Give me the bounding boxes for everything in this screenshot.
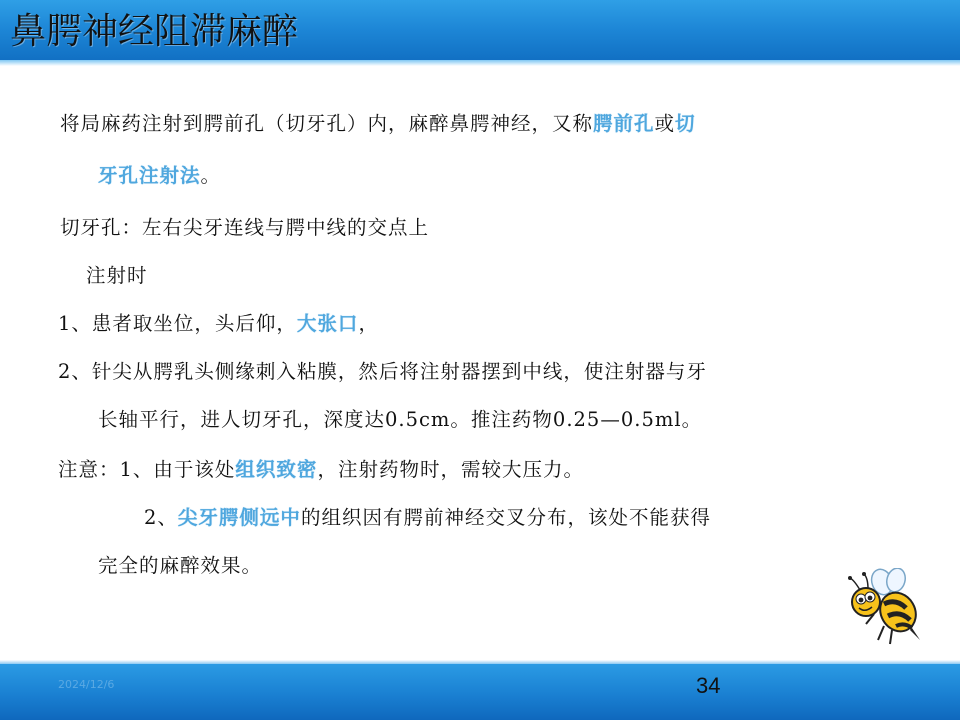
- text: ，: [358, 312, 379, 335]
- text: 的组织因有腭前神经交叉分布，该处不能获得: [300, 506, 711, 529]
- paragraph-1-line-2: [98, 160, 221, 188]
- text: 将局麻药注射到腭前孔（切牙孔）内，麻醉鼻腭神经，又称: [60, 112, 594, 135]
- paragraph-2: 切牙孔：左右尖牙连线与腭中线的交点上: [60, 216, 430, 239]
- highlight-term: 大张口: [296, 312, 359, 335]
- slide-title: 鼻腭神经阻滞麻醉: [10, 11, 299, 52]
- paragraph-5-line-2: 长轴平行，进人切牙孔，深度达0.5cm。推注药物0.25—0.5ml。: [98, 408, 703, 431]
- highlight-term: 切: [675, 112, 696, 135]
- paragraph-6: [58, 454, 584, 482]
- highlight-term: 牙孔注射法: [98, 164, 201, 187]
- paragraph-1-line-1: [60, 108, 696, 136]
- slide-date: 2024/12/6: [58, 678, 115, 691]
- text: 或: [654, 112, 676, 135]
- paragraph-7-line-1: [144, 502, 711, 530]
- paragraph-4: [58, 308, 379, 336]
- text: ，注射药物时，需较大压力。: [317, 458, 584, 481]
- paragraph-5-line-1: 2、针尖从腭乳头侧缘刺入粘膜，然后将注射器摆到中线，使注射器与牙: [58, 360, 707, 383]
- highlight-term: 组织致密: [235, 458, 318, 481]
- text: 注意：1、由于该处: [58, 458, 236, 481]
- highlight-term: 腭前孔: [593, 112, 655, 135]
- paragraph-3: 注射时: [86, 264, 148, 287]
- footer-bar: [0, 664, 960, 720]
- paragraph-7-line-2: 完全的麻醉效果。: [98, 554, 263, 577]
- page-number: 34: [696, 673, 721, 698]
- text: 2、: [144, 506, 178, 529]
- text: 。: [200, 164, 222, 187]
- highlight-term: 尖牙腭侧远中: [177, 506, 301, 529]
- bee-icon: [844, 568, 928, 648]
- text: 1、患者取坐位，头后仰，: [58, 312, 297, 335]
- title-bar: [0, 0, 960, 66]
